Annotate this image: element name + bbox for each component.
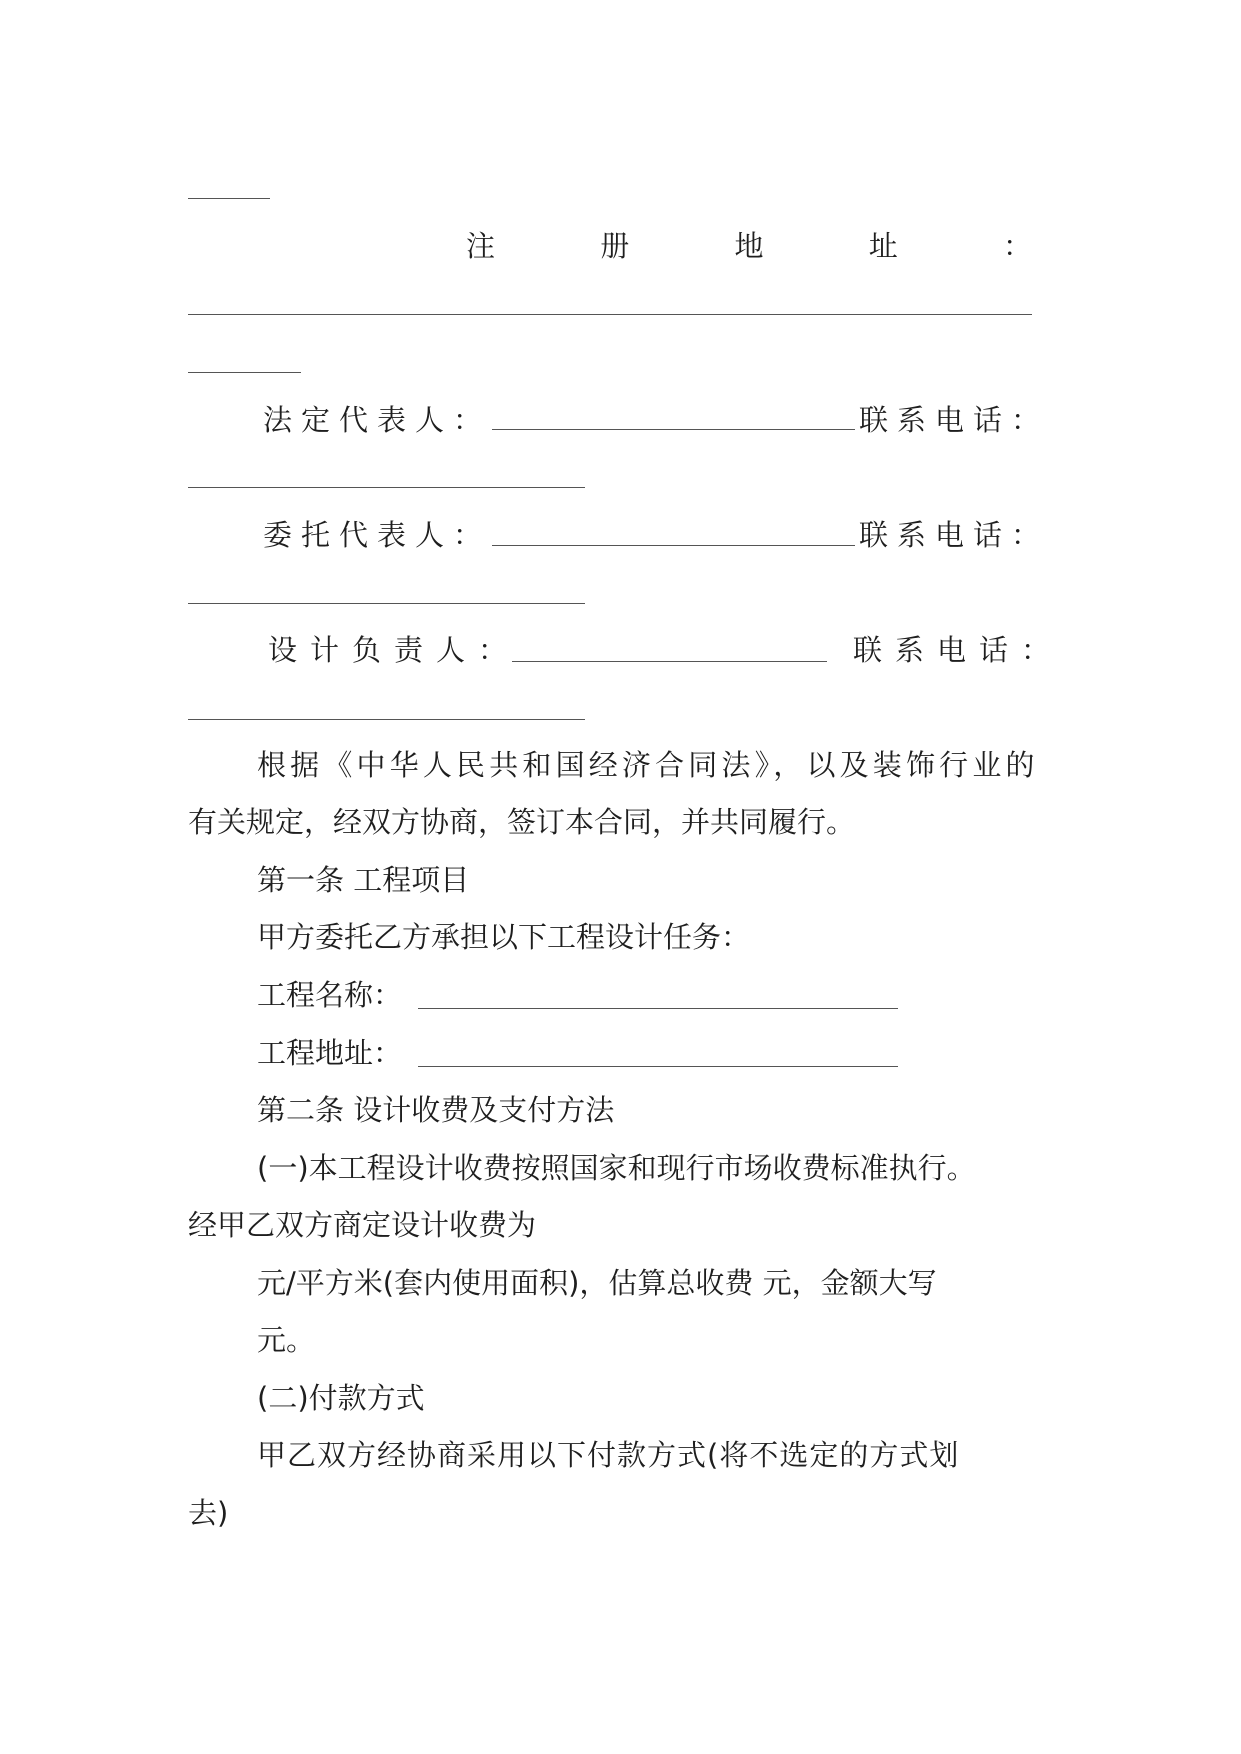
entrusted-rep-label: 委托代表人： — [263, 518, 492, 552]
fee-paragraph-line: 元。 — [257, 1323, 316, 1357]
fee-paragraph-line: (一)本工程设计收费按照国家和现行市场收费标准执行。 — [257, 1151, 976, 1185]
intro-paragraph-line: 有关规定，经双方协商，签订本合同，并共同履行。 — [188, 805, 856, 839]
project-name-field[interactable] — [418, 1008, 898, 1009]
registered-address-label — [466, 226, 1032, 266]
legal-rep-label: 法定代表人： — [263, 403, 492, 437]
registered-address-field-cont[interactable] — [188, 372, 301, 373]
article-1-text: 甲方委托乙方承担以下工程设计任务： — [257, 920, 751, 954]
fee-paragraph-line: 元/平方米(套内使用面积)，估算总收费 元，金额大写 — [257, 1266, 937, 1300]
project-address-label: 工程地址： — [257, 1036, 403, 1070]
entrusted-rep-field[interactable] — [492, 545, 855, 546]
design-lead-phone-field[interactable] — [188, 719, 585, 720]
project-address-field[interactable] — [418, 1066, 898, 1067]
design-lead-label: 设计负责人： — [268, 633, 521, 667]
article-2-title: 第二条 设计收费及支付方法 — [257, 1093, 615, 1127]
label-char: ： — [1002, 229, 1032, 263]
entrusted-rep-phone-field[interactable] — [188, 603, 585, 604]
label-char: 地 — [734, 229, 764, 263]
entrusted-rep-phone-label: 联系电话： — [859, 518, 1050, 552]
design-lead-field[interactable] — [512, 661, 827, 662]
legal-rep-phone-label: 联系电话： — [859, 403, 1050, 437]
article-1-title: 第一条 工程项目 — [257, 863, 470, 897]
project-name-label: 工程名称： — [257, 978, 403, 1012]
payment-paragraph-line: 甲乙双方经协商采用以下付款方式(将不选定的方式划 — [257, 1438, 960, 1472]
legal-rep-phone-field[interactable] — [188, 487, 585, 488]
blank-line[interactable] — [188, 198, 270, 199]
label-char: 注 — [466, 229, 496, 263]
design-lead-phone-label: 联系电话： — [853, 633, 1064, 667]
intro-paragraph-line: 根据《中华人民共和国经济合同法》，以及装饰行业的 — [257, 748, 1039, 782]
payment-title: (二)付款方式 — [257, 1381, 425, 1415]
legal-rep-field[interactable] — [492, 429, 855, 430]
fee-paragraph-line: 经甲乙双方商定设计收费为 — [188, 1208, 537, 1242]
registered-address-field[interactable] — [188, 314, 1032, 315]
label-char: 册 — [600, 229, 630, 263]
payment-paragraph-line: 去) — [188, 1496, 229, 1530]
label-char: 址 — [868, 229, 898, 263]
